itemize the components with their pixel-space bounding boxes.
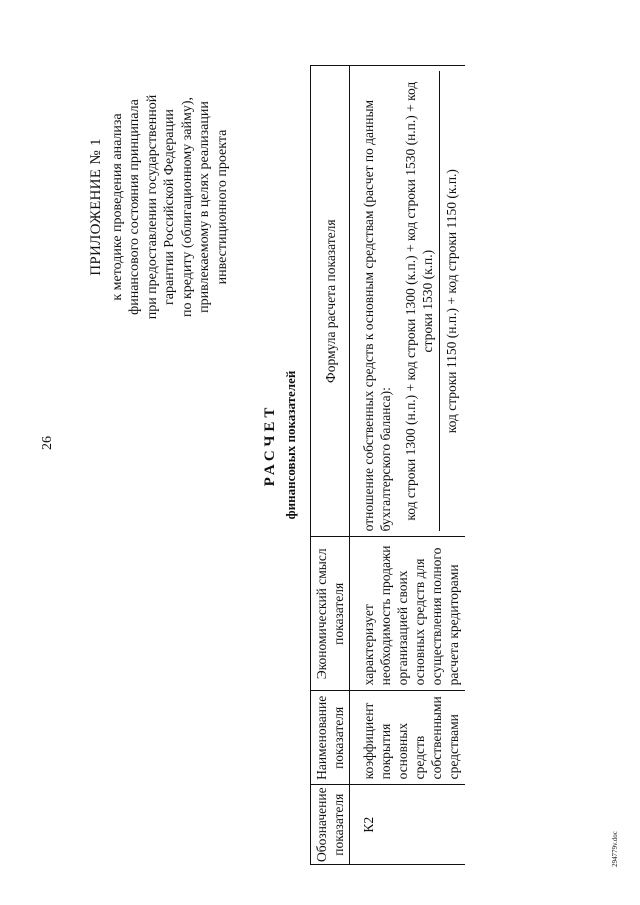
appendix-line: к методике проведения анализа <box>109 113 125 301</box>
formula-denominator: код строки 1150 (н.п.) + код строки 1150 (к.п.) <box>439 71 460 531</box>
header-code: Обозначение показателя <box>311 785 350 865</box>
cell-formula <box>350 66 466 537</box>
formula-numerator: код строки 1300 (н.п.) + код строки 1300 (к.п.) + код строки 1530 (н.п.) + код строки 1530 (к.п.) <box>403 81 435 521</box>
appendix-block <box>88 62 231 352</box>
cell-code: К2 <box>350 785 466 865</box>
appendix-line: при предоставлении государственной <box>144 94 160 320</box>
table-header-row <box>311 66 350 865</box>
indicators-table <box>310 65 465 865</box>
appendix-line: финансового состояния принципала <box>127 99 142 315</box>
header-meaning: Экономический смысл показателя <box>311 537 350 691</box>
header-name: Наименование показателя <box>311 691 350 785</box>
document-subtitle: финансовых показателей <box>283 370 298 520</box>
appendix-line: по кредиту (облигационному займу), <box>179 96 195 318</box>
page-number: 26 <box>40 436 55 450</box>
formula-description: отношение собственных средств к основным средствам (расчет по данным бухгалтерского баланса): <box>361 99 393 532</box>
table-row <box>350 66 466 865</box>
formula-fraction <box>402 71 460 531</box>
footer-filename: 294779v.doc <box>611 831 619 867</box>
cell-meaning: характеризует необходимость продажи организацией своих основных средств для осуществления полного расчета кредиторами <box>350 537 466 691</box>
document-title: РАСЧЕТ <box>262 403 278 487</box>
appendix-line: привлекаемому в целях реализации <box>197 101 212 313</box>
header-formula: Формула расчета показателя <box>311 66 350 537</box>
cell-name: коэффициент покрытия основных средств собственными средствами <box>350 691 466 785</box>
appendix-line: инвестиционного проекта <box>214 129 230 285</box>
appendix-line: гарантии Российской Федерации <box>162 109 177 305</box>
appendix-heading: ПРИЛОЖЕНИЕ № 1 <box>88 138 104 276</box>
